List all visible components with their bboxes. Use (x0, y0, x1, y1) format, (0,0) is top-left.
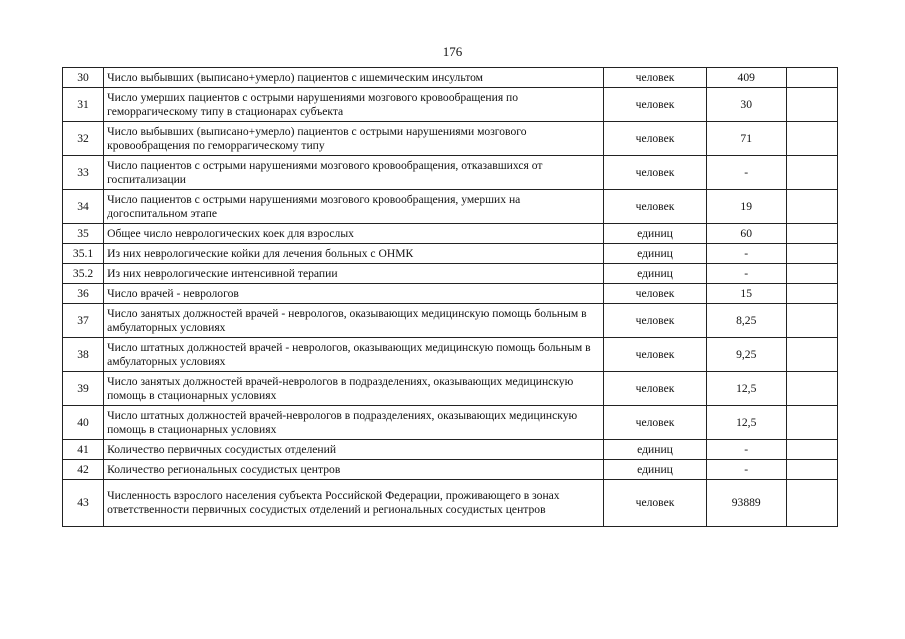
row-indicator-name: Число пациентов с острыми нарушениями мозгового кровообращения, отказавшихся от госпитализации (104, 156, 604, 190)
row-unit: человек (604, 304, 706, 338)
row-extra (786, 480, 837, 527)
table-row (63, 190, 838, 224)
row-value: - (706, 460, 786, 480)
row-extra (786, 224, 837, 244)
table-body (63, 68, 838, 527)
row-unit: человек (604, 338, 706, 372)
table-row (63, 244, 838, 264)
row-indicator-name: Число пациентов с острыми нарушениями мозгового кровообращения, умерших на догоспитальном этапе (104, 190, 604, 224)
row-indicator-name: Численность взрослого населения субъекта Российской Федерации, проживающего в зонах ответственности первичных сосудистых отделений и региональных сосудистых центров (104, 480, 604, 527)
row-extra (786, 244, 837, 264)
row-value: - (706, 244, 786, 264)
row-indicator-name: Количество региональных сосудистых центров (104, 460, 604, 480)
row-unit: человек (604, 284, 706, 304)
table-row (63, 460, 838, 480)
row-value: 30 (706, 88, 786, 122)
row-value: 12,5 (706, 372, 786, 406)
row-extra (786, 156, 837, 190)
page-number: 176 (442, 44, 463, 59)
table-row (63, 156, 838, 190)
row-value: - (706, 264, 786, 284)
row-extra (786, 304, 837, 338)
row-unit: единиц (604, 264, 706, 284)
row-extra (786, 264, 837, 284)
row-unit: единиц (604, 224, 706, 244)
row-indicator-name: Из них неврологические интенсивной терапии (104, 264, 604, 284)
row-extra (786, 68, 837, 88)
row-indicator-name: Число занятых должностей врачей-неврологов в подразделениях, оказывающих медицинскую помощь в стационарных условиях (104, 372, 604, 406)
table-row (63, 480, 838, 527)
row-number: 36 (63, 284, 104, 304)
row-extra (786, 338, 837, 372)
row-extra (786, 190, 837, 224)
row-number: 33 (63, 156, 104, 190)
row-unit: человек (604, 406, 706, 440)
row-extra (786, 284, 837, 304)
row-number: 39 (63, 372, 104, 406)
row-indicator-name: Количество первичных сосудистых отделений (104, 440, 604, 460)
row-unit: человек (604, 68, 706, 88)
row-value: 19 (706, 190, 786, 224)
row-value: - (706, 156, 786, 190)
table-row (63, 122, 838, 156)
row-value: 409 (706, 68, 786, 88)
row-unit: единиц (604, 460, 706, 480)
row-unit: человек (604, 122, 706, 156)
table-row (63, 284, 838, 304)
row-value: 71 (706, 122, 786, 156)
row-indicator-name: Число выбывших (выписано+умерло) пациентов с ишемическим инсультом (104, 68, 604, 88)
row-unit: единиц (604, 440, 706, 460)
table-row (63, 440, 838, 460)
table-row (63, 304, 838, 338)
row-value: - (706, 440, 786, 460)
row-number: 35.2 (63, 264, 104, 284)
table-row (63, 68, 838, 88)
row-extra (786, 440, 837, 460)
row-indicator-name: Число умерших пациентов с острыми нарушениями мозгового кровообращения по геморрагическому типу в стационарах субъекта (104, 88, 604, 122)
row-unit: человек (604, 156, 706, 190)
table-row (63, 224, 838, 244)
row-indicator-name: Общее число неврологических коек для взрослых (104, 224, 604, 244)
table-row (63, 88, 838, 122)
row-number: 30 (63, 68, 104, 88)
table-row (63, 372, 838, 406)
row-number: 38 (63, 338, 104, 372)
row-value: 9,25 (706, 338, 786, 372)
row-indicator-name: Число врачей - неврологов (104, 284, 604, 304)
row-unit: единиц (604, 244, 706, 264)
row-indicator-name: Число выбывших (выписано+умерло) пациентов с острыми нарушениями мозгового кровообращения по геморрагическому типу (104, 122, 604, 156)
row-number: 42 (63, 460, 104, 480)
row-number: 37 (63, 304, 104, 338)
row-indicator-name: Число штатных должностей врачей-неврологов в подразделениях, оказывающих медицинскую помощь в стационарных условиях (104, 406, 604, 440)
row-indicator-name: Из них неврологические койки для лечения больных с ОНМК (104, 244, 604, 264)
table-row (63, 406, 838, 440)
row-number: 40 (63, 406, 104, 440)
row-extra (786, 372, 837, 406)
row-value: 15 (706, 284, 786, 304)
row-extra (786, 406, 837, 440)
row-number: 32 (63, 122, 104, 156)
row-value: 93889 (706, 480, 786, 527)
table-row (63, 264, 838, 284)
row-indicator-name: Число штатных должностей врачей - неврологов, оказывающих медицинскую помощь больным в амбулаторных условиях (104, 338, 604, 372)
row-number: 35.1 (63, 244, 104, 264)
row-number: 34 (63, 190, 104, 224)
row-extra (786, 460, 837, 480)
row-unit: человек (604, 88, 706, 122)
row-extra (786, 122, 837, 156)
row-unit: человек (604, 480, 706, 527)
row-number: 41 (63, 440, 104, 460)
table-row (63, 338, 838, 372)
row-unit: человек (604, 190, 706, 224)
row-value: 60 (706, 224, 786, 244)
row-value: 8,25 (706, 304, 786, 338)
row-number: 43 (63, 480, 104, 527)
data-table (62, 67, 838, 527)
row-unit: человек (604, 372, 706, 406)
row-extra (786, 88, 837, 122)
row-number: 35 (63, 224, 104, 244)
row-number: 31 (63, 88, 104, 122)
row-value: 12,5 (706, 406, 786, 440)
row-indicator-name: Число занятых должностей врачей - неврологов, оказывающих медицинскую помощь больным в амбулаторных условиях (104, 304, 604, 338)
